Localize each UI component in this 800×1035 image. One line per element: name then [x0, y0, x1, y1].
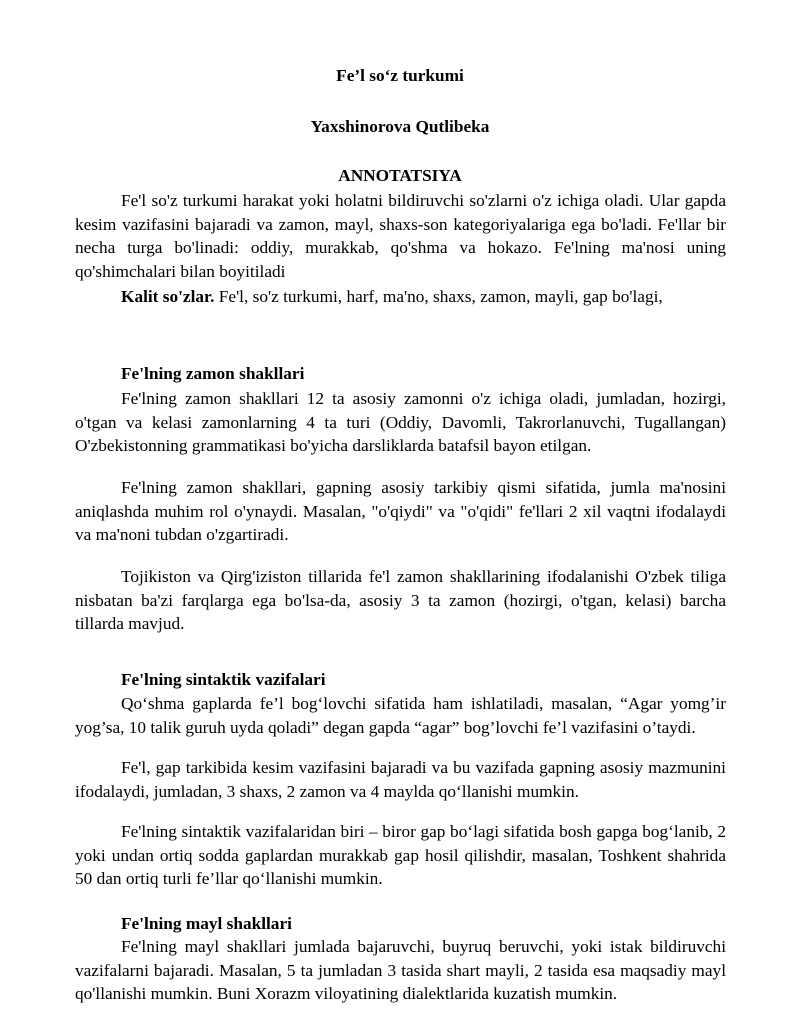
section-heading: Fe'lning sintaktik vazifalari [121, 670, 326, 689]
section-paragraph: Fe'lning mayl shakllari jumlada bajaruvchi, buyruq beruvchi, yoki istak bildiruvchi vazifalarni bajaradi. Masalan, 5 ta jumladan 3 tasida shart mayli, 2 tasida esa maqsadiy mayl qo'llanishi mumkin. Buni Xorazm viloyatining dialektlarida kuzatish mumkin. [75, 937, 726, 1003]
section-paragraph: Fe'lning sintaktik vazifalaridan biri – biror gap bo‘lagi sifatida bosh gapga bog‘lanib, 2 yoki undan ortiq sodda gaplardan murakkab gap hosil qilishdir, masalan, Toshkent shahrida 50 dan ortiq turli fe’llar qo‘llanishi mumkin. [75, 822, 726, 888]
section-paragraph: Qo‘shma gaplarda fe’l bog‘lovchi sifatida ham ishlatiladi, masalan, “Agar yomg’ir yog’sa, 10 talik guruh uyda qoladi” degan gapda “agar” bog’lovchi fe’l vazifasini o’taydi. [75, 694, 726, 737]
keywords-label: Kalit so'zlar. [121, 287, 215, 306]
author-name: Yaxshinorova Qutlibeka [310, 117, 490, 136]
section-paragraph: Tojikiston va Qirg'iziston tillarida fe'l zamon shakllarining ifodalanishi O'zbek tiliga nisbatan ba'zi farqlarga ega bo'lsa-da, asosiy 3 ta zamon (hozirgi, o'tgan, kelasi) barcha tillarda mavjud. [75, 567, 726, 633]
section-heading: Fe'lning mayl shakllari [121, 914, 292, 933]
annotation-heading: ANNOTATSIYA [338, 166, 462, 185]
section-paragraph: Fe'lning zamon shakllari, gapning asosiy tarkibiy qismi sifatida, jumla ma'nosini aniqlashda muhim rol o'ynaydi. Masalan, "o'qiydi" va "o'qidi" fe'llari 2 xil vaqtni ifodalaydi va ma'noni tubdan o'zgartiradi. [75, 478, 726, 544]
section-heading: Fe'lning zamon shakllari [121, 364, 305, 383]
section-paragraph: Fe'l, gap tarkibida kesim vazifasini bajaradi va bu vazifada gapning asosiy mazmunini ifodalaydi, jumladan, 3 shaxs, 2 zamon va 4 maylda qo‘llanishi mumkin. [75, 758, 726, 801]
section-paragraph: Fe'lning zamon shakllari 12 ta asosiy zamonni o'z ichiga oladi, jumladan, hozirgi, o'tgan va kelasi zamonlarning 4 ta turi (Oddiy, Davomli, Takrorlanuvchi, Tugallangan) O'zbekistonning grammatikasi bo'yicha darsliklarda batafsil bayon etilgan. [75, 389, 726, 455]
keywords-line [121, 287, 726, 307]
keywords-text: Fe'l, so'z turkumi, harf, ma'no, shaxs, zamon, mayli, gap bo'lagi, [218, 287, 663, 306]
document-title: Fe’l so‘z turkumi [336, 66, 464, 85]
annotation-paragraph: Fe'l so'z turkumi harakat yoki holatni bildiruvchi so'zlarni o'z ichiga oladi. Ular gapda kesim vazifasini bajaradi va zamon, mayl, shaxs-son kategoriyalariga ega bo'ladi. Fe'llar bir necha turga bo'linadi: oddiy, murakkab, qo'shma va hokazo. Fe'lning ma'nosi uning qo'shimchalari bilan boyitiladi [75, 191, 726, 281]
